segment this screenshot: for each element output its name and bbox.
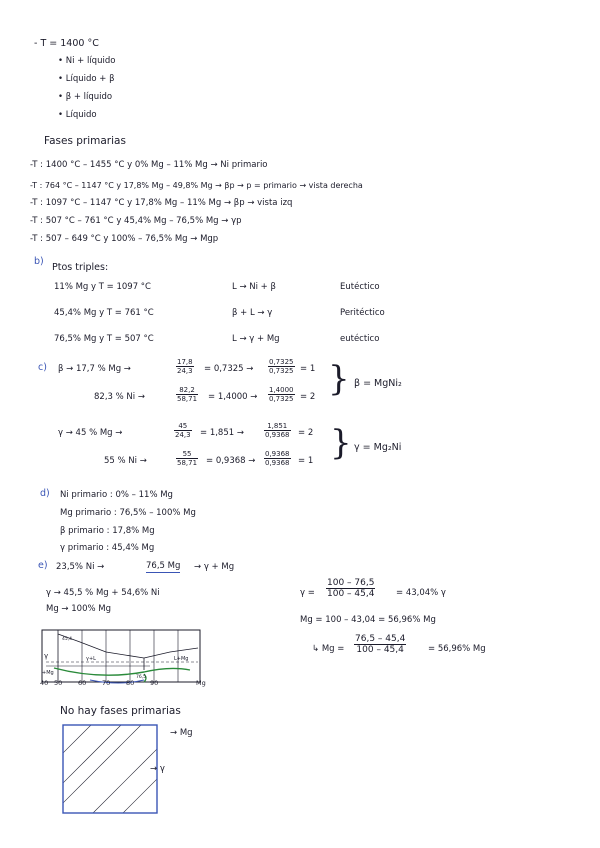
axis-tick: 50 xyxy=(54,679,63,687)
beta-mg-lhs: β → 17,7 % Mg → xyxy=(58,364,131,374)
calc3-fraction: $\frac{76,5 - 45,4}{100 - 45,4}$ xyxy=(355,634,406,655)
beta-ni-eq: = 1,4000 → xyxy=(208,392,258,402)
triple-point-type: eutéctico xyxy=(340,334,380,344)
primary-range: Ni primario : 0% – 11% Mg xyxy=(60,490,173,500)
primary-phases-title: Fases primarias xyxy=(44,135,126,147)
beta-mg-eq: = 0,7325 → xyxy=(204,364,254,374)
axis-tick: 40 xyxy=(40,679,49,687)
header-temperature: - T = 1400 °C xyxy=(34,38,99,49)
gamma-mg-eq: = 1,851 → xyxy=(200,428,244,438)
alloy-line-pre: 23,5% Ni → xyxy=(56,562,105,572)
gamma-ni-lhs: 55 % Ni → xyxy=(104,456,147,466)
gamma-brace: } xyxy=(330,423,352,463)
beta-mg-result: = 1 xyxy=(300,364,316,374)
phase-item: • Líquido + β xyxy=(58,74,115,84)
triple-point-type: Eutéctico xyxy=(340,282,380,292)
gamma-mg-lhs: γ → 45 % Mg → xyxy=(58,428,123,438)
no-primary-phases: No hay fases primarias xyxy=(60,705,181,717)
calc2-line: Mg = 100 – 43,04 = 56,96% Mg xyxy=(300,615,436,625)
triple-points-title: Ptos triples: xyxy=(52,262,109,273)
triple-point-comp: 45,4% Mg y T = 761 °C xyxy=(54,308,154,318)
axis-tick: 60 xyxy=(78,679,87,687)
primary-row: -T : 507 – 649 °C y 100% – 76,5% Mg → Mgp xyxy=(30,234,219,244)
beta-ni-fraction: $\frac{82,2}{58,71}$ xyxy=(177,386,198,403)
section-label-e: e) xyxy=(38,560,48,571)
phase-item: • β + líquido xyxy=(58,92,113,102)
axis-tick: 90 xyxy=(150,679,159,687)
section-label-b: b) xyxy=(34,256,44,267)
calc1-fraction: $\frac{100 - 76,5}{100 - 45,4}$ xyxy=(327,578,375,599)
primary-row: -T : 764 °C – 1147 °C y 17,8% Mg – 49,8% Mg → βp → p = primario → vista derecha xyxy=(30,181,363,190)
primary-row: -T : 1097 °C – 1147 °C y 17,8% Mg – 11% Mg → βp → vista izq xyxy=(30,198,293,208)
gamma-ni-eq: = 0,9368 → xyxy=(206,456,256,466)
alloy-line-post: → γ + Mg xyxy=(194,562,235,572)
primary-range: β primario : 17,8% Mg xyxy=(60,526,155,536)
gamma-ni-ratio: $\frac{0,9368}{0,9368}$ xyxy=(265,450,290,467)
diagram-label: L+Mg xyxy=(174,656,189,662)
diagram-label: 76,5 xyxy=(136,675,147,680)
calc3-rhs: = 56,96% Mg xyxy=(428,644,486,654)
calc1-lhs: γ = xyxy=(300,588,315,598)
calc1-rhs: = 43,04% γ xyxy=(396,588,446,598)
mg-composition: Mg → 100% Mg xyxy=(46,604,111,614)
gamma-mg-result: = 2 xyxy=(298,428,314,438)
beta-formula: β = MgNi₂ xyxy=(354,378,402,389)
beta-ni-ratio: $\frac{1,4000}{0,7325}$ xyxy=(269,386,294,403)
calc3-lhs: ↳ Mg = xyxy=(312,644,345,654)
axis-tick: 80 xyxy=(126,679,135,687)
axis-tick: 70 xyxy=(102,679,111,687)
phase-item: • Líquido xyxy=(58,110,97,120)
beta-mg-ratio: $\frac{0,7325}{0,7325}$ xyxy=(269,358,294,375)
triple-point-type: Peritéctico xyxy=(340,308,385,318)
axis-tick: Mg xyxy=(196,679,206,687)
triple-point-reaction: β + L → γ xyxy=(232,308,273,318)
gamma-mg-fraction: $\frac{45}{24,3}$ xyxy=(175,422,191,439)
beta-ni-lhs: 82,3 % Ni → xyxy=(94,392,145,402)
primary-range: Mg primario : 76,5% – 100% Mg xyxy=(60,508,196,518)
diagram-label: γ+L xyxy=(86,656,96,662)
micro-label-gamma: → γ xyxy=(150,764,165,774)
triple-point-reaction: L → Ni + β xyxy=(232,282,276,292)
primary-range: γ primario : 45,4% Mg xyxy=(60,543,155,553)
diagram-label: +Mg xyxy=(42,670,54,676)
microstructure-sketch xyxy=(62,724,162,816)
gamma-composition: γ → 45,5 % Mg + 54,6% Ni xyxy=(46,588,160,598)
gamma-ni-result: = 1 xyxy=(298,456,314,466)
diagram-label: 45,4 xyxy=(62,637,73,642)
triple-point-comp: 11% Mg y T = 1097 °C xyxy=(54,282,151,292)
diagram-axis xyxy=(40,678,210,690)
primary-row: -T : 1400 °C – 1455 °C y 0% Mg – 11% Mg → Ni primario xyxy=(30,160,268,170)
primary-row: -T : 507 °C – 761 °C y 45,4% Mg – 76,5% Mg → γp xyxy=(30,216,242,226)
gamma-ni-fraction: $\frac{55}{58,71}$ xyxy=(177,450,198,467)
triple-point-comp: 76,5% Mg y T = 507 °C xyxy=(54,334,154,344)
micro-label-mg: → Mg xyxy=(170,728,193,738)
gamma-formula: γ = Mg₂Ni xyxy=(354,442,402,453)
section-label-c: c) xyxy=(38,362,47,373)
phase-item: • Ni + líquido xyxy=(58,56,116,66)
beta-ni-result: = 2 xyxy=(300,392,316,402)
section-label-d: d) xyxy=(40,488,50,499)
diagram-label: γ xyxy=(44,652,49,660)
gamma-mg-ratio: $\frac{1,851}{0,9368}$ xyxy=(265,422,290,439)
beta-mg-fraction: $\frac{17,8}{24,3}$ xyxy=(177,358,193,375)
triple-point-reaction: L → γ + Mg xyxy=(232,334,280,344)
beta-brace: } xyxy=(328,359,350,399)
alloy-line-underlined: 76,5 Mg xyxy=(146,561,181,571)
